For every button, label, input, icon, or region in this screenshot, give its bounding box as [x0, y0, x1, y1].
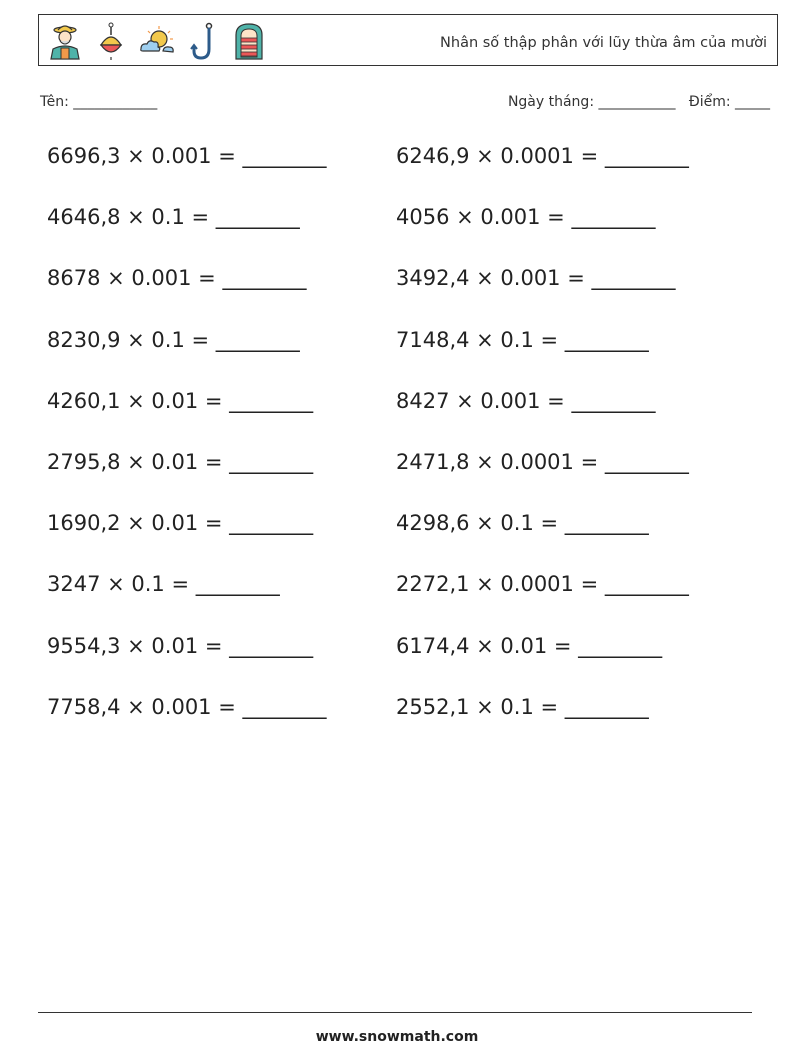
header-icons: [45, 19, 269, 63]
worksheet-title: Nhân số thập phân với lũy thừa âm của mười: [440, 35, 767, 51]
fishing-hook-icon: [183, 21, 223, 61]
problem-item: 2272,1 × 0.0001 = ________: [396, 572, 689, 597]
problem-item: 3492,4 × 0.001 = ________: [396, 266, 676, 291]
problem-item: 4646,8 × 0.1 = ________: [47, 205, 300, 230]
problem-row: [47, 328, 767, 389]
problem-row: [47, 389, 767, 450]
footer-divider: [38, 1012, 752, 1013]
problem-item: 2795,8 × 0.01 = ________: [47, 449, 314, 474]
problem-row: [47, 511, 767, 572]
worksheet-header: [38, 14, 778, 66]
problem-item: 6696,3 × 0.001 = ________: [47, 144, 327, 168]
problem-item: 1690,2 × 0.01 = ________: [47, 511, 314, 536]
problem-row: [47, 205, 767, 266]
footer-website: www.snowmath.com: [315, 1029, 479, 1045]
problem-row: [47, 572, 767, 633]
name-field: Tên: ____________: [40, 94, 158, 110]
problem-item: 7148,4 × 0.1 = ________: [396, 327, 649, 352]
fisherman-icon: [45, 21, 85, 61]
problem-item: 8230,9 × 0.1 = ________: [47, 327, 300, 352]
fishing-float-icon: [91, 21, 131, 61]
problem-item: 8678 × 0.001 = ________: [47, 266, 307, 291]
problem-item: 4298,6 × 0.1 = ________: [396, 511, 649, 536]
problem-row: [47, 266, 767, 327]
sun-cloud-icon: [137, 21, 177, 61]
problem-row: [47, 634, 767, 695]
problem-item: 4260,1 × 0.01 = ________: [47, 388, 314, 413]
problem-list: [47, 144, 767, 756]
problem-item: 9554,3 × 0.01 = ________: [47, 633, 314, 658]
problem-item: 6174,4 × 0.01 = ________: [396, 633, 663, 658]
score-field: Điểm: _____: [688, 94, 770, 110]
problem-row: [47, 695, 767, 756]
problem-item: 6246,9 × 0.0001 = ________: [396, 144, 689, 168]
problem-item: 4056 × 0.001 = ________: [396, 205, 656, 230]
problem-item: 7758,4 × 0.001 = ________: [47, 694, 327, 719]
problem-row: [47, 144, 767, 205]
problem-item: 3247 × 0.1 = ________: [47, 572, 280, 597]
problem-item: 2471,8 × 0.0001 = ________: [396, 449, 689, 474]
problem-item: 2552,1 × 0.1 = ________: [396, 694, 649, 719]
boat-icon: [229, 21, 269, 61]
date-field: Ngày tháng: ___________: [507, 94, 676, 110]
problem-item: 8427 × 0.001 = ________: [396, 388, 656, 413]
problem-row: [47, 450, 767, 511]
date-score-fields: [508, 94, 770, 110]
